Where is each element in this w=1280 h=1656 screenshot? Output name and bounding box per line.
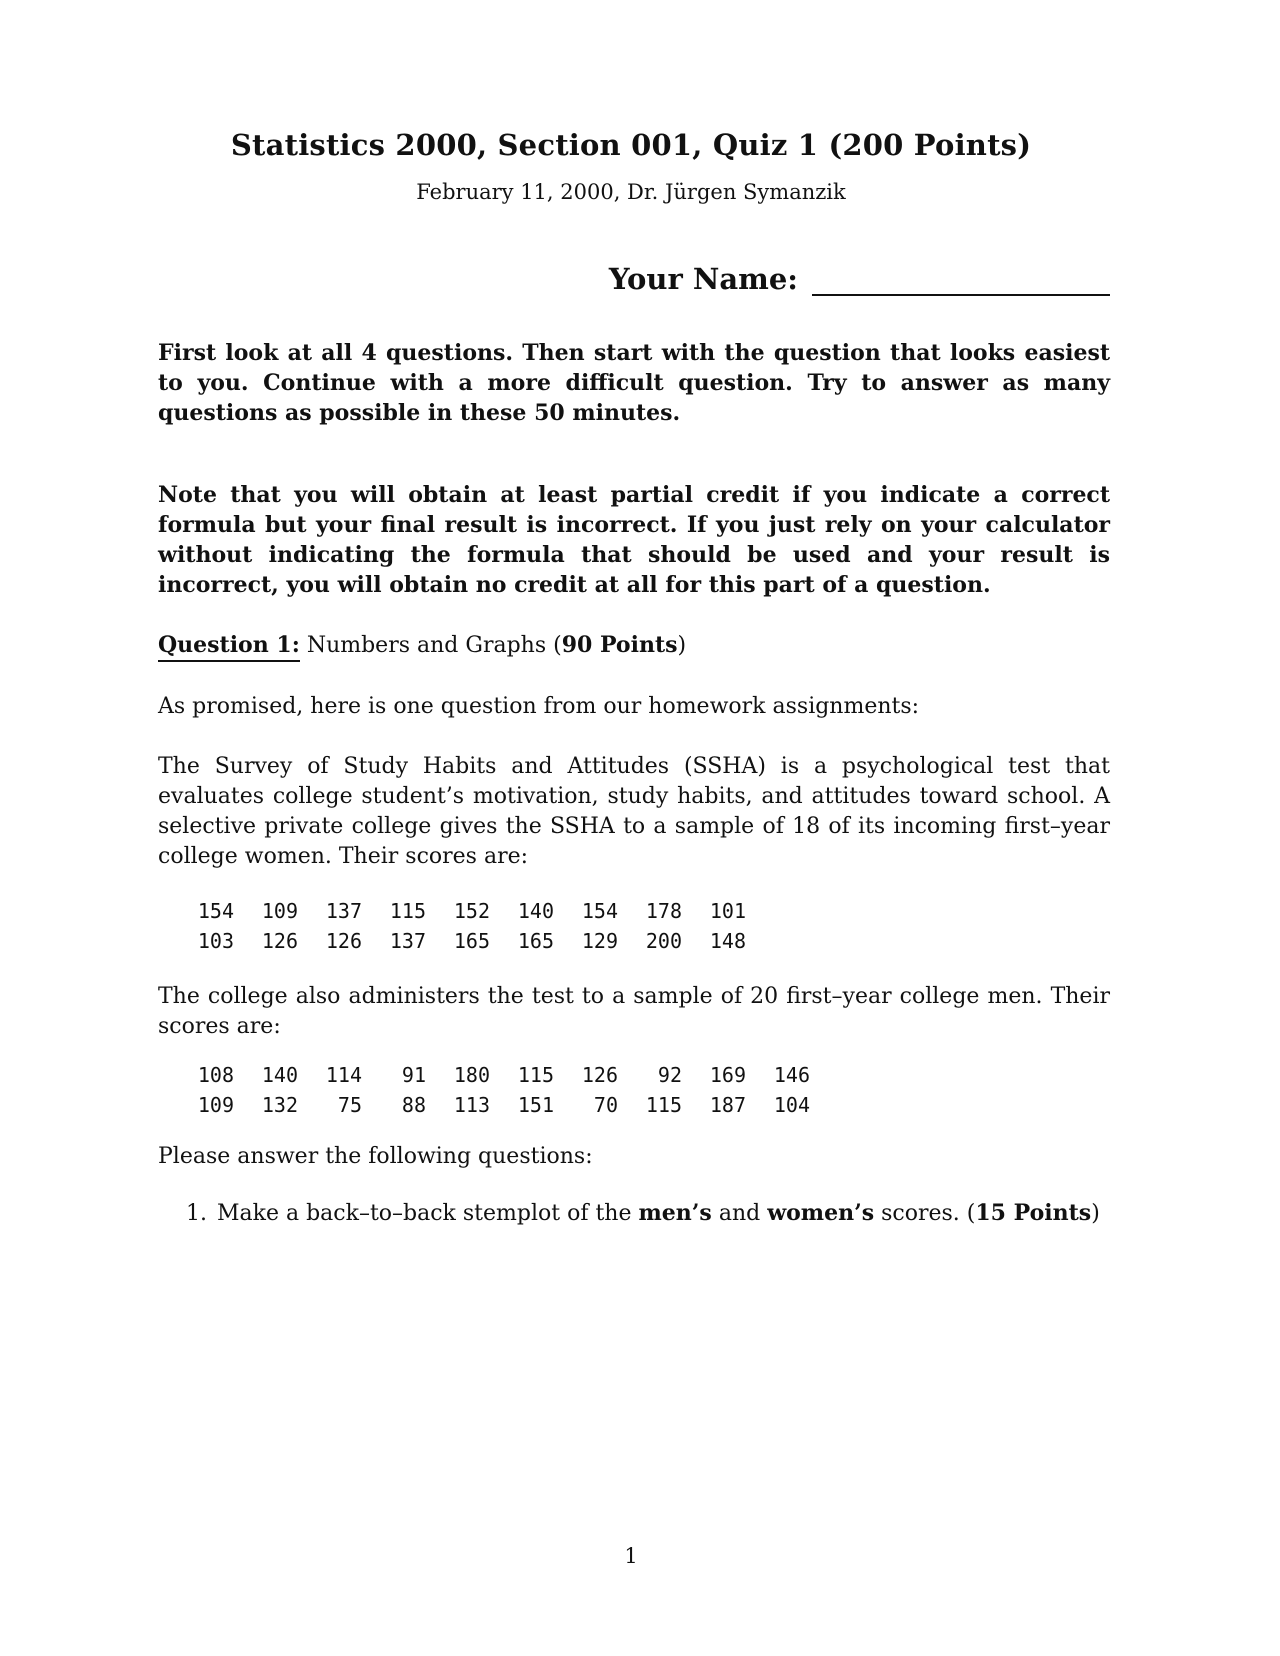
name-label: Your Name: — [608, 262, 798, 296]
women-scores-row — [190, 896, 746, 926]
list-item-1 — [186, 1200, 1100, 1226]
question-1-topic: Numbers and Graphs ( — [299, 633, 562, 658]
page-number: 1 — [624, 1544, 638, 1568]
men-scores-row — [190, 1090, 810, 1120]
men-intro: The college also administers the test to a sample of 20 first–year college men. Their scores are: — [158, 984, 1110, 1039]
list-item-points: 15 Points — [975, 1200, 1092, 1226]
score-cell: 154 — [581, 899, 618, 923]
question-1-intro: As promised, here is one question from our homework assignments: — [158, 694, 920, 719]
score-cell: 92 — [657, 1063, 682, 1087]
score-cell: 103 — [197, 929, 234, 953]
score-cell: 140 — [517, 899, 554, 923]
score-cell: 113 — [453, 1093, 490, 1117]
score-cell: 154 — [197, 899, 234, 923]
score-cell: 109 — [261, 899, 298, 923]
score-cell: 126 — [325, 929, 362, 953]
question-1-heading — [158, 632, 686, 658]
please-answer-text: Please answer the following questions: — [158, 1144, 593, 1169]
women-scores-table — [190, 896, 746, 956]
score-cell: 70 — [593, 1093, 618, 1117]
score-cell: 151 — [517, 1093, 554, 1117]
score-cell: 101 — [709, 899, 746, 923]
score-cell: 180 — [453, 1063, 490, 1087]
score-cell: 165 — [453, 929, 490, 953]
score-cell: 126 — [581, 1063, 618, 1087]
list-item-men: men’s — [638, 1200, 712, 1226]
score-cell: 178 — [645, 899, 682, 923]
page-subtitle: February 11, 2000, Dr. Jürgen Symanzik — [416, 180, 846, 204]
list-item-text-a: Make a back–to–back stemplot of the — [217, 1201, 639, 1226]
score-cell: 146 — [773, 1063, 810, 1087]
list-item-close: ) — [1091, 1201, 1100, 1226]
score-cell: 152 — [453, 899, 490, 923]
score-cell: 129 — [581, 929, 618, 953]
score-cell: 108 — [197, 1063, 234, 1087]
score-cell: 109 — [197, 1093, 234, 1117]
score-cell: 88 — [401, 1093, 426, 1117]
instructions-paragraph-2: Note that you will obtain at least partial credit if you indicate a correct formula but your final result is incorrect. If you just rely on your calculator without indicating the formula that should be used and your result is incorrect, you will obtain no credit at all for this part of a question. — [158, 482, 1110, 598]
men-scores-table — [190, 1060, 810, 1120]
score-cell: 137 — [325, 899, 362, 923]
score-cell: 169 — [709, 1063, 746, 1087]
score-cell: 165 — [517, 929, 554, 953]
question-1-points: 90 Points — [561, 632, 678, 658]
score-cell: 132 — [261, 1093, 298, 1117]
score-cell: 115 — [389, 899, 426, 923]
score-cell: 137 — [389, 929, 426, 953]
question-1-label: Question 1: — [158, 632, 300, 662]
page-title: Statistics 2000, Section 001, Quiz 1 (200 Points) — [230, 128, 1032, 162]
score-cell: 126 — [261, 929, 298, 953]
score-cell: 148 — [709, 929, 746, 953]
score-cell: 75 — [337, 1093, 362, 1117]
score-cell: 140 — [261, 1063, 298, 1087]
score-cell: 114 — [325, 1063, 362, 1087]
score-cell: 200 — [645, 929, 682, 953]
name-blank-line[interactable] — [812, 264, 1110, 296]
score-cell: 91 — [401, 1063, 426, 1087]
women-scores-row — [190, 926, 746, 956]
score-cell: 104 — [773, 1093, 810, 1117]
list-item-text-b: scores. ( — [874, 1201, 976, 1226]
men-scores-row — [190, 1060, 810, 1090]
question-1-close: ) — [677, 633, 687, 658]
list-item-number: 1. — [186, 1201, 207, 1226]
list-item-and: and — [711, 1201, 768, 1226]
score-cell: 187 — [709, 1093, 746, 1117]
instructions-paragraph-1: First look at all 4 questions. Then start with the question that looks easiest to you. Continue with a more difficult question. Try to answer as many questions as possible in these 50 minutes. — [158, 340, 1110, 426]
score-cell: 115 — [517, 1063, 554, 1087]
score-cell: 115 — [645, 1093, 682, 1117]
name-field-row — [609, 262, 1110, 296]
list-item-women: women’s — [767, 1200, 875, 1226]
question-1-description: The Survey of Study Habits and Attitudes (SSHA) is a psychological test that evaluates college student’s motivation, study habits, and attitudes toward school. A selective private college gives the SSHA to a sample of 18 of its incoming first–year college women. Their scores are: — [158, 754, 1110, 869]
